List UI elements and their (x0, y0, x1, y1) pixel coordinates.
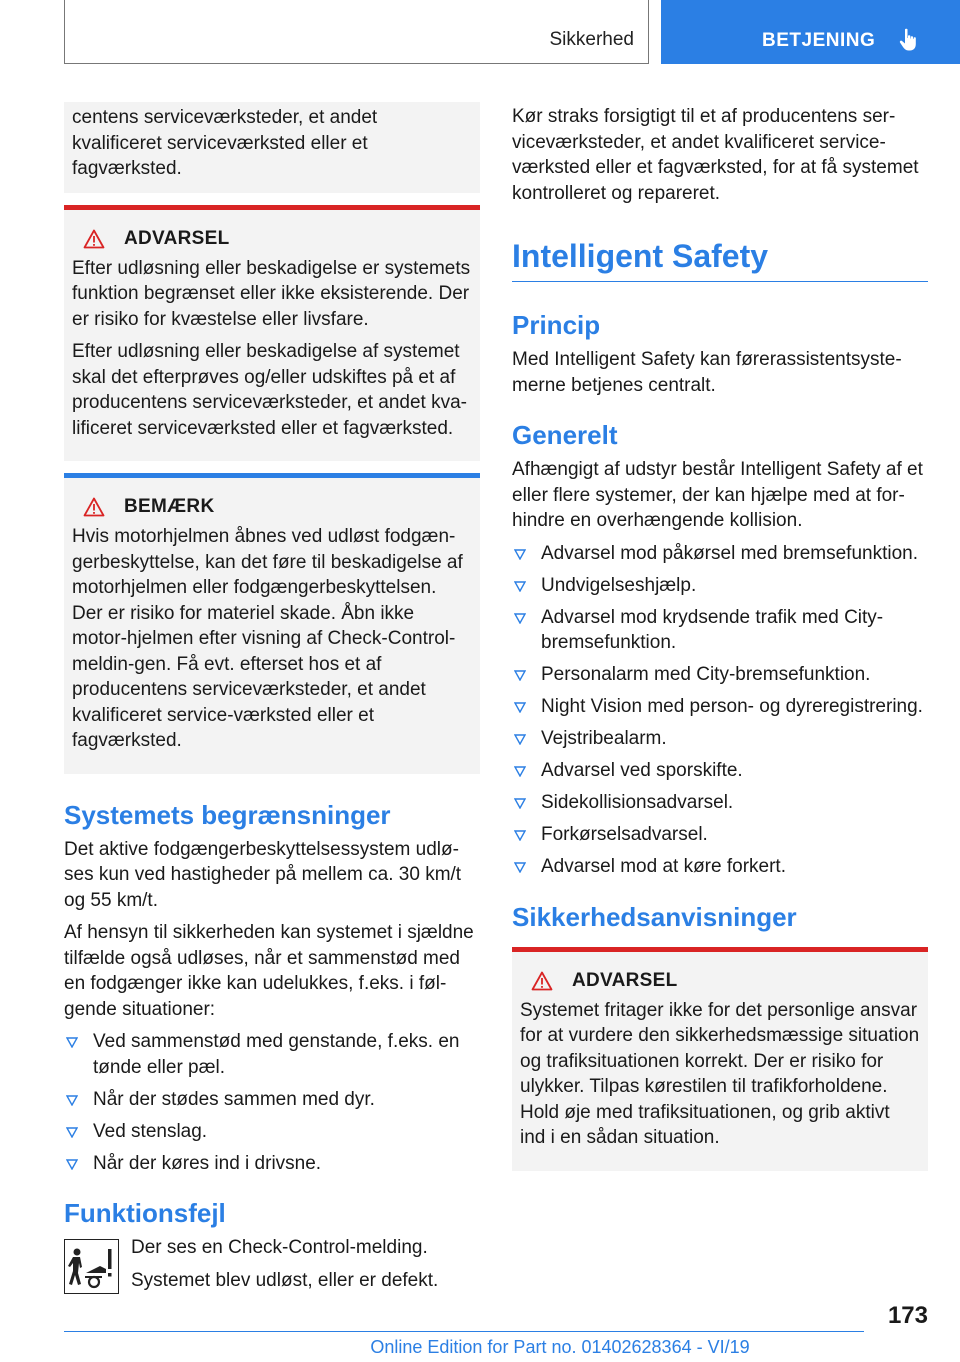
triangle-bullet-icon (514, 734, 526, 745)
pointing-hand-icon (899, 28, 919, 52)
list-item: Sidekollisionsadvarsel. (512, 790, 928, 816)
note-title: BEMÆRK (124, 496, 215, 517)
list-item: Undvigelseshjælp. (512, 573, 928, 599)
fault-line: Systemet blev udløst, eller er defekt. (131, 1269, 439, 1291)
warning-triangle-icon (83, 229, 105, 249)
continued-text: Kør straks forsigtigt til et af producentens ser-viceværksteder, et andet kvalificeret service-værksted eller et fagværksted, for at få systemet kontrolleret og repareret. (512, 106, 919, 204)
header-section-title: Sikkerhed (549, 29, 634, 50)
fault-block (64, 1235, 480, 1294)
list-item: Advarsel mod at køre forkert. (512, 854, 928, 880)
triangle-bullet-icon (514, 670, 526, 681)
warning-heading (520, 970, 920, 992)
warning-heading (72, 228, 472, 250)
continued-text-box (64, 102, 480, 193)
list-item: Forkørselsadvarsel. (512, 822, 928, 848)
note-box-bemaerk (64, 473, 480, 774)
warning-paragraph: Efter udløsning eller beskadigelse af systemet skal det efterprøves og/eller udskiftes på et af producentens serviceværksteder, et andet kva-lificeret serviceværksted eller et fagværksted. (72, 341, 467, 439)
list-item: Ved sammenstød med genstande, f.eks. en tønde eller pæl. (64, 1029, 480, 1080)
footer-rule (64, 1331, 864, 1332)
list-item: Advarsel mod påkørsel med bremsefunktion. (512, 541, 928, 567)
triangle-bullet-icon (514, 830, 526, 841)
right-column (512, 102, 928, 1171)
list-item: Når der køres ind i drivsne. (64, 1151, 480, 1177)
warning-paragraph: Systemet fritager ikke for det personlige ansvar for at vurdere den sikkerhedsmæssige situation og trafiksituationen korrekt. Der er risiko for ulykker. Tilpas kørestilen til trafikforholdene. Hold øje med trafiksituationen, og grib aktivt ind i en sådan situation. (520, 999, 920, 1148)
list-item: Advarsel ved sporskifte. (512, 758, 928, 784)
note-heading (72, 496, 472, 518)
header-chapter-title: BETJENING (762, 30, 876, 51)
warning-box-advarsel (64, 205, 480, 462)
warning-title: ADVARSEL (124, 227, 230, 249)
limits-list (64, 1029, 480, 1176)
generelt-text: Afhængigt af udstyr består Intelligent Safety af et eller flere systemer, der kan hjælpe med at for-hindre en overhængende kollision. (512, 459, 923, 531)
list-item: Personalarm med City-bremsefunktion. (512, 662, 928, 688)
section-heading-princip: Princip (512, 310, 601, 340)
list-item: Vejstribealarm. (512, 726, 928, 752)
limits-paragraph: Det aktive fodgængerbeskyttelsessystem udlø-ses kun ved hastigheder på mellem ca. 30 km/t og 55 km/t. (64, 838, 462, 911)
list-item: Advarsel mod krydsende trafik med City-bremsefunktion. (512, 605, 928, 656)
footer-edition: Online Edition for Part no. 01402628364 - VI/19 (370, 1337, 750, 1357)
header-chapter-tab (661, 0, 960, 64)
triangle-bullet-icon (514, 702, 526, 713)
list-item: Night Vision med person- og dyreregistrering. (512, 694, 928, 720)
note-paragraph: Hvis motorhjelmen åbnes ved udløst fodgæn-gerbeskyttelse, kan det føre til beskadigelse af motorhjelmen eller fodgængerbeskyttelsen. Der er risiko for materiel skade. Åbn ikke motor-hjelmen efter visning af Check-Control-meldin-gen. Få evt. efterset hos et af producentens serviceværksteder, et andet kvalificeret service-værksted eller et fagværksted. (72, 526, 463, 751)
triangle-bullet-icon (514, 798, 526, 809)
triangle-bullet-icon (514, 613, 526, 624)
section-heading-safety: Sikkerhedsanvisninger (512, 901, 797, 932)
section-heading-generelt: Generelt (512, 420, 618, 450)
continued-text: centens serviceværksteder, et andet kvalificeret serviceværksted eller et fagværksted. (72, 107, 378, 179)
warning-triangle-icon (83, 497, 105, 517)
systems-list (512, 541, 928, 880)
left-column (64, 102, 480, 1294)
triangle-bullet-icon (66, 1037, 78, 1048)
section-heading-limits: Systemets begrænsninger (64, 799, 391, 830)
triangle-bullet-icon (66, 1095, 78, 1106)
warning-triangle-icon (531, 971, 553, 991)
warning-box-advarsel (512, 947, 928, 1171)
limits-paragraph: Af hensyn til sikkerheden kan systemet i sjældne tilfælde også udløses, når et sammenstød med en fodgænger ikke kan udelukkes, f.eks. i føl-gende situationer: (64, 922, 474, 1020)
page-number: 173 (887, 1302, 928, 1329)
triangle-bullet-icon (514, 581, 526, 592)
triangle-bullet-icon (66, 1159, 78, 1170)
section-heading-fault: Funktionsfejl (64, 1198, 226, 1228)
pedestrian-protection-fault-icon (64, 1239, 119, 1294)
princip-text: Med Intelligent Safety kan førerassistentsyste-merne betjenes centralt. (512, 349, 902, 396)
list-item: Ved stenslag. (64, 1119, 480, 1145)
fault-line: Der ses en Check-Control-melding. (131, 1237, 428, 1258)
header-section-tab (64, 0, 649, 64)
warning-paragraph: Efter udløsning eller beskadigelse er systemets funktion begrænset eller ikke eksisterende. Der er risiko for kvæstelse eller livsfare. (72, 257, 471, 330)
triangle-bullet-icon (514, 766, 526, 777)
warning-title: ADVARSEL (572, 969, 678, 991)
list-item: Når der stødes sammen med dyr. (64, 1087, 480, 1113)
triangle-bullet-icon (514, 862, 526, 873)
chapter-heading: Intelligent Safety (512, 238, 928, 282)
triangle-bullet-icon (66, 1127, 78, 1138)
triangle-bullet-icon (514, 549, 526, 560)
